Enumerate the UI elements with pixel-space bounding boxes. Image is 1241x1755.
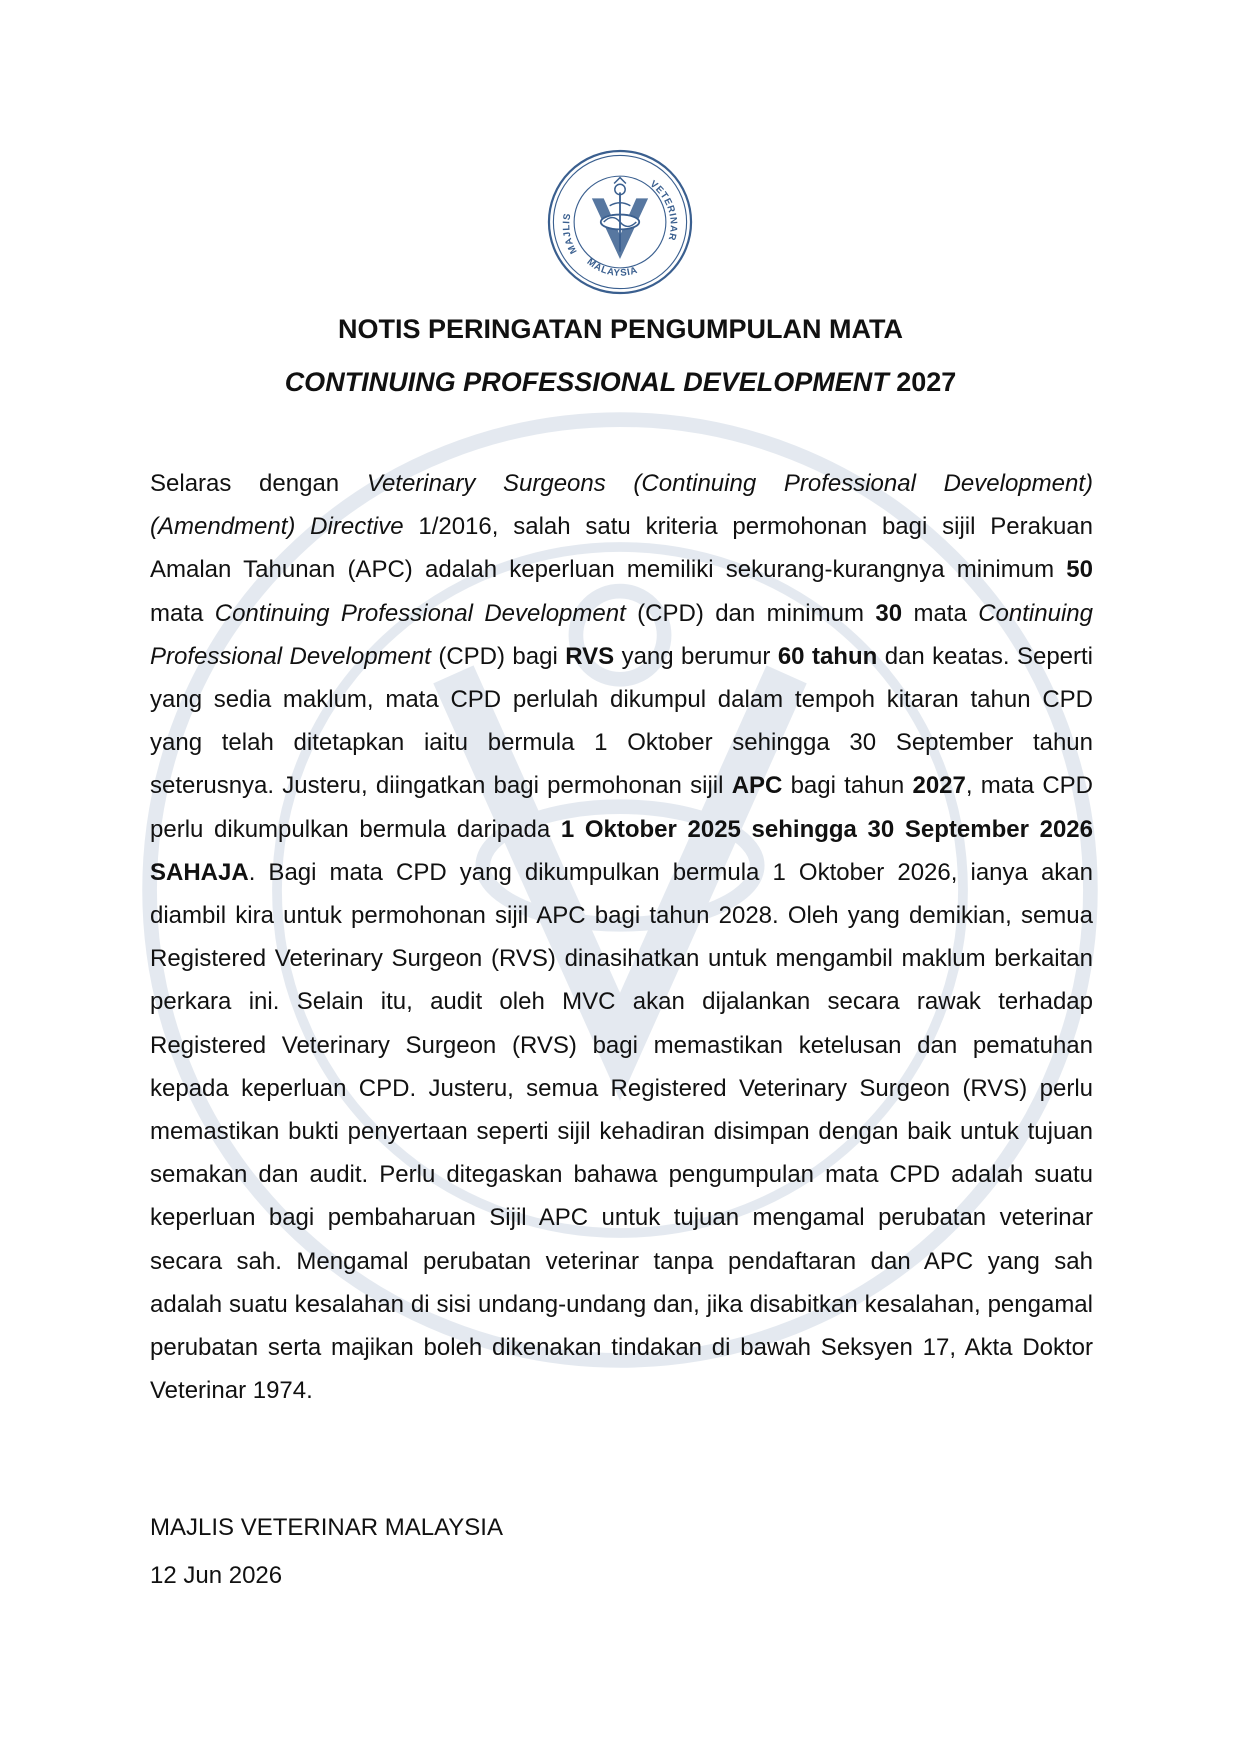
seal-text-bottom: MALAYSIA	[584, 256, 640, 279]
body-text: mata	[150, 599, 215, 627]
body-text: dan keatas. Seperti yang sedia maklum, mata CPD perlulah dikumpul dalam tempoh kitaran tahun CPD yang telah ditetapkan iaitu bermula 1 Oktober sehingga 30 September tahun seterusnya. Justeru, diingatkan bagi permohonan sijil	[150, 642, 1094, 800]
mvc-seal-icon	[546, 148, 694, 296]
body-text: (CPD) bagi	[430, 642, 566, 670]
notice-title: NOTIS PERINGATAN PENGUMPULAN MATA	[338, 314, 903, 344]
body-apc: APC	[731, 772, 783, 800]
body-text: (CPD) dan minimum	[625, 599, 876, 627]
body-min-points-senior: 30	[875, 599, 903, 627]
body-directive-name: Veterinary Surgeons (Continuing Professional Development) (Amendment) Directive	[150, 470, 1093, 541]
body-cpd-term: Continuing Professional Development	[214, 599, 626, 627]
body-text: . Bagi mata CPD yang dikumpulkan bermula 1 Oktober 2026, ianya akan diambil kira untuk permohonan sijil APC bagi tahun 2028. Oleh yang demikian, semua Registered Veterinary Surgeon (RVS) dinasihatkan untuk mengambil maklum berkaitan perkara ini. Selain itu, audit oleh MVC akan dijalankan secara rawak terhadap Registered Veterinary Surgeon (RVS) bagi memastikan ketelusan dan pematuhan kepada keperluan CPD. Justeru, semua Registered Veterinary Surgeon (RVS) perlu memastikan bukti penyertaan seperti sijil kehadiran disimpan dengan baik untuk tujuan semakan dan audit. Perlu ditegaskan bahawa pengumpulan mata CPD adalah suatu keperluan bagi pembaharuan Sijil APC untuk tujuan mengamal perubatan veterinar secara sah. Mengamal perubatan veterinar tanpa pendaftaran dan APC yang sah adalah suatu kesalahan di sisi undang-undang dan, jika disabitkan kesalahan, pengamal perubatan serta majikan boleh dikenakan tindakan di bawah Seksyen 17, Akta Doktor Veterinar 1974.	[150, 858, 1093, 1405]
signature-organization: MAJLIS VETERINAR MALAYSIA	[150, 1514, 503, 1541]
signature-date: 12 Jun 2026	[150, 1562, 283, 1589]
body-text: bagi tahun	[782, 772, 913, 800]
body-text: 1/2016, salah satu kriteria permohonan bagi sijil Perakuan Amalan Tahunan (APC) adalah keperluan memiliki sekurang-kurangnya minimum	[150, 513, 1094, 584]
seal-text-left: MAJLIS	[561, 212, 580, 256]
svg-text:MAJLIS	[561, 212, 579, 255]
body-rvs: RVS	[565, 642, 615, 670]
body-text: mata	[902, 599, 979, 627]
notice-body-paragraph	[150, 462, 1093, 1412]
body-year: 2027	[912, 772, 966, 800]
body-collection-period: 1 Oktober 2025 sehingga 30 September 2026 SAHAJA	[150, 815, 1093, 886]
svg-text:VETERINAR	[648, 179, 679, 242]
body-age: 60 tahun	[777, 642, 878, 670]
svg-text:MALAYSIA	[585, 256, 640, 278]
notice-subtitle-year: 2027	[888, 367, 957, 397]
body-min-points: 50	[1066, 556, 1093, 584]
body-text: , mata CPD perlu dikumpulkan bermula daripada	[150, 772, 1094, 843]
seal-text-right: VETERINAR	[647, 178, 679, 243]
notice-subtitle	[0, 367, 1241, 398]
body-text: Selaras dengan	[150, 470, 367, 497]
notice-subtitle-italic: CONTINUING PROFESSIONAL DEVELOPMENT	[284, 367, 889, 397]
body-cpd-term: Continuing Professional Development	[150, 599, 1093, 670]
body-text: yang berumur	[614, 642, 778, 670]
